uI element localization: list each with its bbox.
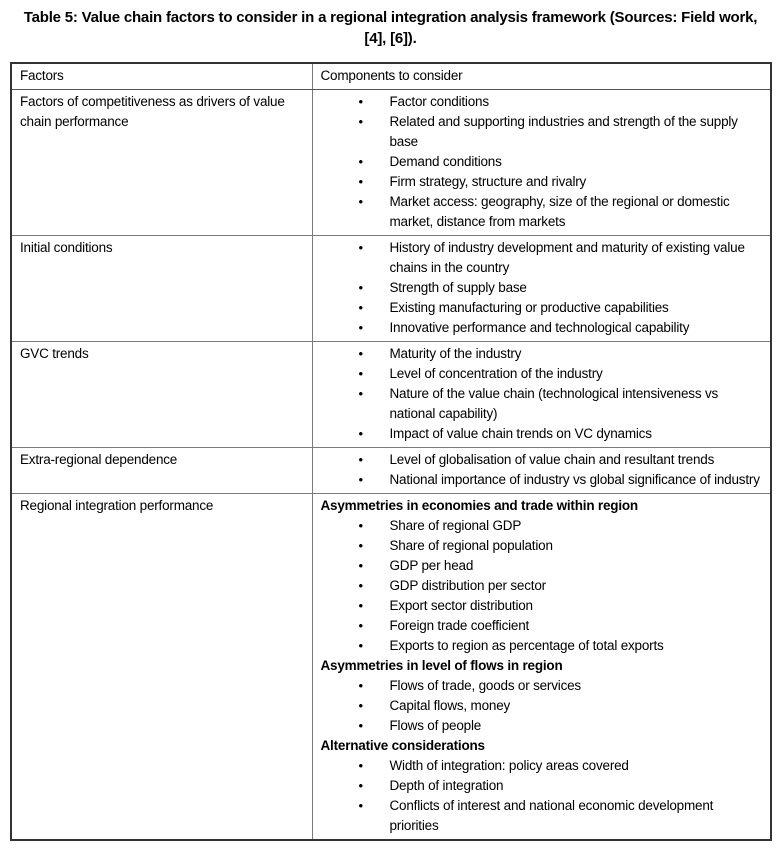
bullet-item: [321, 676, 763, 696]
bullet-text: Capital flows, money: [389, 698, 511, 713]
bullet-icon: •: [358, 346, 363, 361]
bullet-icon: •: [358, 240, 363, 255]
bullet-text: Level of globalisation of value chain and resultant trends: [389, 452, 715, 467]
bullet-item: [321, 298, 763, 318]
bullet-icon: •: [358, 194, 363, 209]
bullet-text: Impact of value chain trends on VC dynamics: [389, 426, 652, 441]
bullet-item: [321, 796, 763, 836]
bullet-text: GDP per head: [389, 558, 474, 573]
bullet-icon: •: [358, 452, 363, 467]
bullet-text: Foreign trade coefficient: [389, 618, 530, 633]
bullet-text: Width of integration: policy areas covered: [389, 758, 629, 773]
bullet-text: Factor conditions: [389, 94, 489, 109]
bullet-text: Related and supporting industries and strength of the supply base: [389, 114, 738, 149]
bullet-icon: •: [358, 320, 363, 335]
bullet-icon: •: [358, 174, 363, 189]
factor-cell: Extra-regional dependence: [11, 448, 312, 494]
bullet-item: [321, 516, 763, 536]
bullet-text: Strength of supply base: [389, 280, 527, 295]
bullet-item: [321, 384, 763, 424]
bullet-icon: •: [358, 366, 363, 381]
bullet-item: [321, 470, 763, 490]
components-cell: [312, 494, 771, 841]
bullet-item: [321, 92, 763, 112]
bullet-icon: •: [358, 698, 363, 713]
bullet-text: Conflicts of interest and national economic development priorities: [389, 798, 714, 833]
bullet-item: [321, 696, 763, 716]
bullet-text: Share of regional GDP: [389, 518, 522, 533]
bullet-item: [321, 776, 763, 796]
bullet-text: National importance of industry vs global significance of industry: [389, 472, 760, 487]
bullet-text: History of industry development and maturity of existing value chains in the country: [389, 240, 745, 275]
components-cell: [312, 90, 771, 236]
table-row: [11, 90, 771, 236]
bullet-text: Demand conditions: [389, 154, 502, 169]
bullet-item: [321, 536, 763, 556]
bullet-icon: •: [358, 426, 363, 441]
bullet-text: GDP distribution per sector: [389, 578, 546, 593]
bullet-text: Market access: geography, size of the regional or domestic market, distance from markets: [389, 194, 730, 229]
bullet-icon: •: [358, 94, 363, 109]
bullet-item: [321, 756, 763, 776]
bullet-item: [321, 172, 763, 192]
table-body: [11, 90, 771, 841]
bullet-item: [321, 344, 763, 364]
factor-cell: Initial conditions: [11, 236, 312, 342]
bullet-icon: •: [358, 386, 363, 401]
bullet-icon: •: [358, 578, 363, 593]
bullet-item: [321, 450, 763, 470]
bullet-icon: •: [358, 300, 363, 315]
bullet-item: [321, 716, 763, 736]
factors-table: [10, 62, 772, 841]
bullet-item: [321, 238, 763, 278]
table-header-row: [11, 63, 771, 90]
components-cell: [312, 236, 771, 342]
bullet-icon: •: [358, 280, 363, 295]
table-caption: Table 5: Value chain factors to consider in a regional integration analysis framework (Sources: Field work, [4], [6]).: [23, 9, 758, 47]
components-cell: [312, 448, 771, 494]
column-header-factors: Factors: [11, 63, 312, 90]
table-row: [11, 494, 771, 841]
bullet-icon: •: [358, 598, 363, 613]
bullet-icon: •: [358, 518, 363, 533]
factor-cell: Regional integration performance: [11, 494, 312, 841]
bullet-item: [321, 278, 763, 298]
bullet-text: Firm strategy, structure and rivalry: [389, 174, 587, 189]
bullet-text: Innovative performance and technological capability: [389, 320, 690, 335]
bullet-item: [321, 152, 763, 172]
bullet-item: [321, 636, 763, 656]
table-row: [11, 448, 771, 494]
bullet-icon: •: [358, 558, 363, 573]
bullet-text: Export sector distribution: [389, 598, 533, 613]
column-header-components: Components to consider: [312, 63, 771, 90]
bullet-text: Flows of people: [389, 718, 482, 733]
bullet-icon: •: [358, 798, 363, 813]
bullet-icon: •: [358, 718, 363, 733]
bullet-icon: •: [358, 114, 363, 129]
bullet-item: [321, 556, 763, 576]
bullet-item: [321, 424, 763, 444]
factor-cell: GVC trends: [11, 342, 312, 448]
table-row: [11, 342, 771, 448]
group-heading: Asymmetries in level of flows in region: [320, 658, 563, 673]
bullet-icon: •: [358, 758, 363, 773]
table-row: [11, 236, 771, 342]
bullet-text: Share of regional population: [389, 538, 553, 553]
bullet-icon: •: [358, 472, 363, 487]
bullet-item: [321, 616, 763, 636]
bullet-item: [321, 192, 763, 232]
bullet-text: Exports to region as percentage of total exports: [389, 638, 664, 653]
bullet-icon: •: [358, 154, 363, 169]
bullet-icon: •: [358, 638, 363, 653]
bullet-text: Depth of integration: [389, 778, 504, 793]
bullet-text: Nature of the value chain (technological intensiveness vs national capability): [389, 386, 719, 421]
bullet-item: [321, 596, 763, 616]
group-heading: Alternative considerations: [320, 738, 485, 753]
bullet-text: Flows of trade, goods or services: [389, 678, 581, 693]
bullet-text: Existing manufacturing or productive capabilities: [389, 300, 669, 315]
components-cell: [312, 342, 771, 448]
bullet-text: Maturity of the industry: [389, 346, 522, 361]
bullet-icon: •: [358, 618, 363, 633]
bullet-text: Level of concentration of the industry: [389, 366, 603, 381]
bullet-icon: •: [358, 538, 363, 553]
bullet-item: [321, 576, 763, 596]
group-heading: Asymmetries in economies and trade within region: [320, 498, 638, 513]
bullet-item: [321, 318, 763, 338]
factor-cell: Factors of competitiveness as drivers of value chain performance: [11, 90, 312, 236]
bullet-item: [321, 364, 763, 384]
bullet-item: [321, 112, 763, 152]
bullet-icon: •: [358, 678, 363, 693]
bullet-icon: •: [358, 778, 363, 793]
